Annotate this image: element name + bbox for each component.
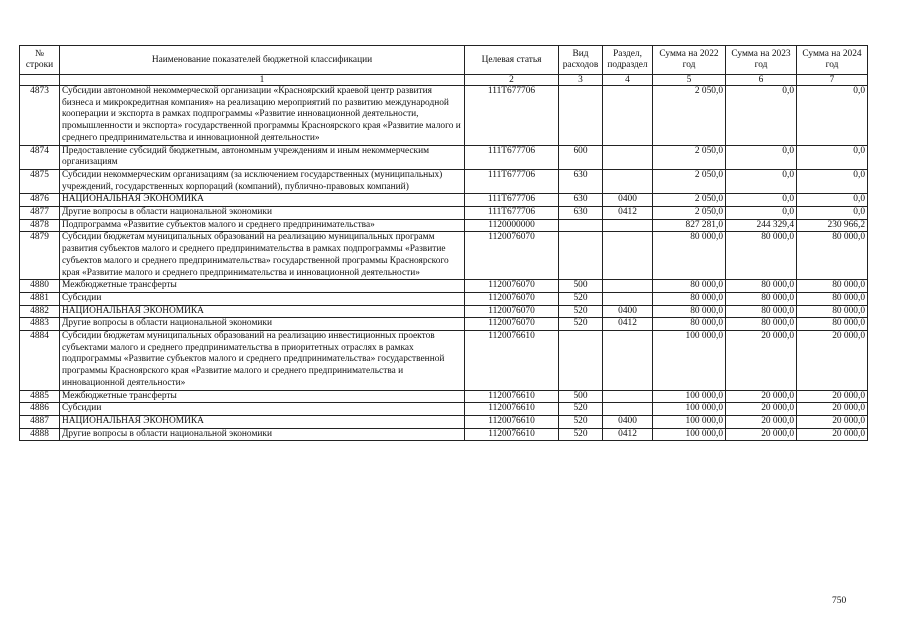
table-row (20, 305, 868, 318)
row-name: Субсидии бюджетам муниципальных образований на реализацию муниципальных программ развития субъектов малого и среднего предпринимательства в рамках подпрограммы «Развитие субъектов малого и среднего предпринимательства» государственной программы Красноярского края «Развитие малого и среднего предпринимательства и инновационной деятельности» (60, 232, 465, 280)
header-num-1: 1 (60, 75, 465, 86)
table-row (20, 219, 868, 232)
row-target-article: 111T677706 (465, 169, 559, 193)
row-section (603, 280, 653, 293)
row-number: 4877 (20, 207, 60, 220)
table-row (20, 292, 868, 305)
row-expense-type: 520 (559, 403, 603, 416)
row-sum-2023: 0,0 (726, 194, 797, 207)
header-expense-type: Вид расходов (559, 46, 603, 75)
row-target-article: 111T677706 (465, 194, 559, 207)
row-sum-2023: 20 000,0 (726, 331, 797, 391)
header-sum-2024: Сумма на 2024 год (797, 46, 868, 75)
header-num-5: 5 (653, 75, 726, 86)
table-row (20, 194, 868, 207)
row-expense-type (559, 331, 603, 391)
row-sum-2023: 80 000,0 (726, 280, 797, 293)
row-sum-2024: 0,0 (797, 194, 868, 207)
row-section (603, 292, 653, 305)
table-row (20, 280, 868, 293)
header-section: Раздел, подраздел (603, 46, 653, 75)
row-section: 0400 (603, 415, 653, 428)
row-number: 4888 (20, 428, 60, 441)
row-number: 4873 (20, 86, 60, 146)
row-expense-type: 630 (559, 169, 603, 193)
header-num-4: 4 (603, 75, 653, 86)
row-sum-2024: 0,0 (797, 145, 868, 169)
row-section (603, 219, 653, 232)
page-number: 750 (832, 596, 847, 606)
row-target-article: 1120076070 (465, 318, 559, 331)
table-row (20, 415, 868, 428)
table-row (20, 390, 868, 403)
row-sum-2022: 80 000,0 (653, 232, 726, 280)
row-sum-2024: 0,0 (797, 169, 868, 193)
row-sum-2022: 827 281,0 (653, 219, 726, 232)
row-name: Субсидии некоммерческим организациям (за исключением государственных (муниципальных) учреждений, государственных корпораций (компаний), публично-правовых компаний) (60, 169, 465, 193)
row-sum-2022: 80 000,0 (653, 292, 726, 305)
table-row (20, 145, 868, 169)
row-sum-2022: 2 050,0 (653, 207, 726, 220)
row-expense-type: 500 (559, 280, 603, 293)
row-expense-type: 630 (559, 194, 603, 207)
row-sum-2024: 80 000,0 (797, 280, 868, 293)
row-number: 4884 (20, 331, 60, 391)
header-num-3: 3 (559, 75, 603, 86)
row-sum-2023: 80 000,0 (726, 232, 797, 280)
table-row (20, 169, 868, 193)
row-target-article: 111T677706 (465, 145, 559, 169)
row-sum-2023: 20 000,0 (726, 415, 797, 428)
row-sum-2023: 20 000,0 (726, 403, 797, 416)
row-number: 4886 (20, 403, 60, 416)
header-num-6: 6 (726, 75, 797, 86)
row-section: 0412 (603, 207, 653, 220)
header-num-blank (20, 75, 60, 86)
row-sum-2022: 100 000,0 (653, 428, 726, 441)
row-name: Предоставление субсидий бюджетным, автономным учреждениям и иным некоммерческим организациям (60, 145, 465, 169)
header-num-2: 2 (465, 75, 559, 86)
row-target-article: 111T677706 (465, 86, 559, 146)
row-expense-type (559, 232, 603, 280)
table-row (20, 428, 868, 441)
row-sum-2022: 100 000,0 (653, 415, 726, 428)
row-sum-2022: 80 000,0 (653, 305, 726, 318)
row-section: 0400 (603, 194, 653, 207)
row-sum-2024: 20 000,0 (797, 415, 868, 428)
row-expense-type (559, 86, 603, 146)
row-sum-2023: 80 000,0 (726, 318, 797, 331)
row-target-article: 1120076610 (465, 331, 559, 391)
row-name: Другие вопросы в области национальной экономики (60, 428, 465, 441)
row-section: 0412 (603, 428, 653, 441)
row-sum-2023: 0,0 (726, 86, 797, 146)
row-expense-type: 630 (559, 207, 603, 220)
row-expense-type: 520 (559, 428, 603, 441)
row-name: Подпрограмма «Развитие субъектов малого и среднего предпринимательства» (60, 219, 465, 232)
row-number: 4881 (20, 292, 60, 305)
row-name: НАЦИОНАЛЬНАЯ ЭКОНОМИКА (60, 194, 465, 207)
row-expense-type: 600 (559, 145, 603, 169)
header-sum-2022: Сумма на 2022 год (653, 46, 726, 75)
row-target-article: 1120076610 (465, 403, 559, 416)
table-row (20, 331, 868, 391)
row-expense-type: 520 (559, 305, 603, 318)
row-number: 4882 (20, 305, 60, 318)
row-number: 4874 (20, 145, 60, 169)
row-expense-type (559, 219, 603, 232)
row-sum-2024: 20 000,0 (797, 390, 868, 403)
row-name: Субсидии бюджетам муниципальных образований на реализацию инвестиционных проектов субъектами малого и среднего предпринимательства в приоритетных отраслях в рамках подпрограммы «Развитие субъектов малого и среднего предпринимательства» государственной программы Красноярского края «Развитие малого и среднего предпринимательства и инновационной деятельности» (60, 331, 465, 391)
row-number: 4878 (20, 219, 60, 232)
row-expense-type: 520 (559, 292, 603, 305)
row-section (603, 145, 653, 169)
row-sum-2022: 100 000,0 (653, 390, 726, 403)
row-expense-type: 500 (559, 390, 603, 403)
row-section (603, 390, 653, 403)
row-sum-2022: 2 050,0 (653, 86, 726, 146)
row-target-article: 1120076610 (465, 428, 559, 441)
row-sum-2024: 230 966,2 (797, 219, 868, 232)
row-sum-2023: 0,0 (726, 169, 797, 193)
row-target-article: 1120000000 (465, 219, 559, 232)
row-section (603, 86, 653, 146)
row-sum-2022: 2 050,0 (653, 169, 726, 193)
row-name: Межбюджетные трансферты (60, 280, 465, 293)
table-row (20, 403, 868, 416)
table-row (20, 207, 868, 220)
row-expense-type: 520 (559, 318, 603, 331)
header-row-number: № строки (20, 46, 60, 75)
row-name: НАЦИОНАЛЬНАЯ ЭКОНОМИКА (60, 415, 465, 428)
budget-table (19, 45, 868, 441)
row-sum-2023: 20 000,0 (726, 390, 797, 403)
row-sum-2022: 2 050,0 (653, 194, 726, 207)
row-sum-2022: 80 000,0 (653, 318, 726, 331)
row-number: 4880 (20, 280, 60, 293)
row-sum-2023: 0,0 (726, 145, 797, 169)
row-sum-2022: 100 000,0 (653, 403, 726, 416)
header-name: Наименование показателей бюджетной классификации (60, 46, 465, 75)
row-sum-2023: 20 000,0 (726, 428, 797, 441)
row-number: 4875 (20, 169, 60, 193)
row-section (603, 331, 653, 391)
row-section: 0400 (603, 305, 653, 318)
row-expense-type: 520 (559, 415, 603, 428)
row-section: 0412 (603, 318, 653, 331)
row-sum-2024: 80 000,0 (797, 318, 868, 331)
header-sum-2023: Сумма на 2023 год (726, 46, 797, 75)
row-sum-2022: 100 000,0 (653, 331, 726, 391)
row-sum-2024: 20 000,0 (797, 428, 868, 441)
table-row (20, 86, 868, 146)
row-sum-2022: 80 000,0 (653, 280, 726, 293)
row-target-article: 1120076610 (465, 415, 559, 428)
row-number: 4885 (20, 390, 60, 403)
row-sum-2024: 20 000,0 (797, 331, 868, 391)
row-target-article: 111T677706 (465, 207, 559, 220)
table-header (20, 46, 868, 86)
row-sum-2024: 0,0 (797, 207, 868, 220)
row-name: Субсидии (60, 292, 465, 305)
row-sum-2023: 244 329,4 (726, 219, 797, 232)
row-sum-2023: 0,0 (726, 207, 797, 220)
row-target-article: 1120076070 (465, 280, 559, 293)
row-sum-2024: 80 000,0 (797, 292, 868, 305)
row-number: 4883 (20, 318, 60, 331)
row-number: 4879 (20, 232, 60, 280)
header-target-article: Целевая статья (465, 46, 559, 75)
row-target-article: 1120076070 (465, 292, 559, 305)
table-body (20, 86, 868, 441)
row-section (603, 403, 653, 416)
row-section (603, 232, 653, 280)
row-sum-2024: 20 000,0 (797, 403, 868, 416)
row-name: Другие вопросы в области национальной экономики (60, 207, 465, 220)
row-sum-2024: 80 000,0 (797, 305, 868, 318)
table-row (20, 232, 868, 280)
row-sum-2024: 0,0 (797, 86, 868, 146)
row-name: Субсидии автономной некоммерческой организации «Красноярский краевой центр развития бизнеса и микрокредитная компания» на реализацию мероприятий по развитию международной кооперации и экспорта в рамках подпрограммы «Развитие инновационной деятельности, промышленности и экспорта» государственной программы Красноярского края «Развитие малого и среднего предпринимательства и инновационной деятельности» (60, 86, 465, 146)
table-row (20, 318, 868, 331)
row-target-article: 1120076070 (465, 232, 559, 280)
row-target-article: 1120076070 (465, 305, 559, 318)
row-section (603, 169, 653, 193)
header-num-7: 7 (797, 75, 868, 86)
row-number: 4887 (20, 415, 60, 428)
row-name: Субсидии (60, 403, 465, 416)
row-sum-2023: 80 000,0 (726, 292, 797, 305)
row-name: Другие вопросы в области национальной экономики (60, 318, 465, 331)
row-target-article: 1120076610 (465, 390, 559, 403)
row-sum-2022: 2 050,0 (653, 145, 726, 169)
row-number: 4876 (20, 194, 60, 207)
row-name: НАЦИОНАЛЬНАЯ ЭКОНОМИКА (60, 305, 465, 318)
row-name: Межбюджетные трансферты (60, 390, 465, 403)
row-sum-2023: 80 000,0 (726, 305, 797, 318)
row-sum-2024: 80 000,0 (797, 232, 868, 280)
